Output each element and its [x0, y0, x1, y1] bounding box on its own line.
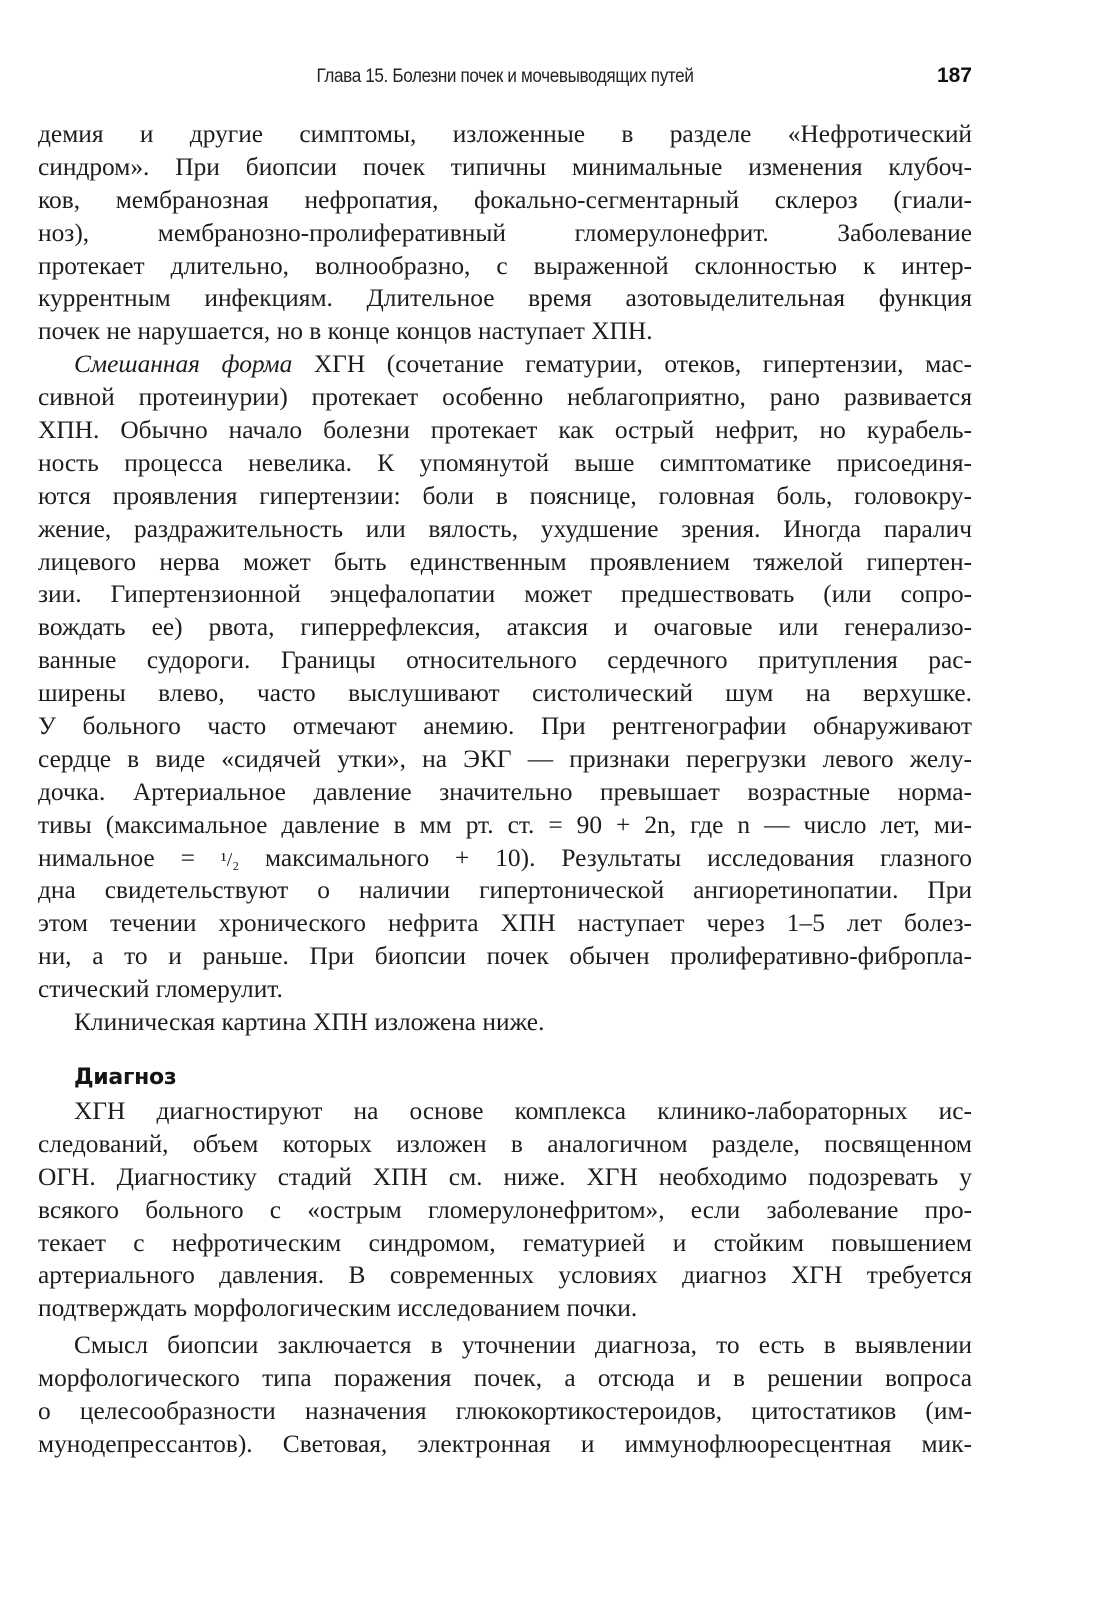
section-diagnosis	[38, 1061, 972, 1461]
text-fragment: нимальное =	[38, 843, 221, 872]
text-line: ХПН. Обычно начало болезни протекает как острый нефрит, но курабель-	[38, 416, 972, 445]
text-line: ни, а то и раньше. При биопсии почек обычен пролиферативно-фибропла-	[38, 942, 972, 971]
text-line: ноз), мембранозно-пролиферативный гломерулонефрит. Заболевание	[38, 218, 972, 247]
text-line: куррентным инфекциям. Длительное время азотовыделительная функция	[38, 284, 972, 313]
text-line: вождать ее) рвота, гиперрефлексия, атаксия и очаговые или генерализо-	[38, 613, 972, 642]
paragraph-mixed-form	[38, 348, 972, 1006]
text-line: ширены влево, часто выслушивают систолический шум на верхушке.	[38, 679, 972, 708]
text-line: Смысл биопсии заключается в уточнении диагноза, то есть в выявлении	[74, 1331, 972, 1360]
body-text	[38, 118, 972, 1461]
text-line: дна свидетельствуют о наличии гипертонической ангиоретинопатии. При	[38, 876, 972, 905]
text-line: демия и другие симптомы, изложенные в разделе «Нефротический	[38, 120, 972, 148]
text-line: всякого больного с «острым гломерулонефритом», если заболевание про-	[38, 1195, 972, 1224]
text-line: подтверждать морфологическим исследованием почки.	[38, 1294, 638, 1323]
fraction-half: ¹/₂	[220, 848, 240, 871]
text-line: лицевого нерва может быть единственным проявлением тяжелой гипертен-	[38, 547, 972, 576]
text-line: о целесообразности назначения глюкокортикостероидов, цитостатиков (им-	[38, 1396, 972, 1425]
text-line: ков, мембранозная нефропатия, фокально-сегментарный склероз (гиали-	[38, 185, 972, 214]
text-fragment: ХГН (сочетание гематурии, отеков, гипертензии, мас-	[292, 350, 972, 379]
page-number: 187	[936, 64, 972, 87]
text-line: Клиническая картина ХПН изложена ниже.	[74, 1008, 545, 1037]
paragraph-nephrotic-continuation	[38, 118, 972, 348]
text-line: синдром». При биопсии почек типичны минимальные изменения клубоч-	[38, 152, 972, 181]
running-header	[38, 66, 972, 96]
text-line: ность процесса невелика. К упомянутой выше симптоматике присоединя-	[38, 448, 972, 477]
text-line: зии. Гипертензионной энцефалопатии может предшествовать (или сопро-	[38, 580, 972, 609]
text-line: текает с нефротическим синдромом, гематурией и стойким повышением	[38, 1228, 972, 1257]
text-line: тивы (максимальное давление в мм рт. ст. = 90 + 2n, где n — число лет, ми-	[38, 810, 972, 839]
text-line: ются проявления гипертензии: боли в пояснице, головная боль, головокру-	[38, 481, 972, 510]
text-line: протекает длительно, волнообразно, с выраженной склонностью к интер-	[38, 251, 972, 280]
text-line: сивной протеинурии) протекает особенно неблагоприятно, рано развивается	[38, 383, 972, 412]
text-line: почек не нарушается, но в конце концов наступает ХПН.	[38, 317, 653, 346]
text-line: следований, объем которых изложен в аналогичном разделе, посвященном	[38, 1129, 972, 1158]
text-line: ванные судороги. Границы относительного сердечного притупления рас-	[38, 646, 972, 675]
paragraph-ckd-reference	[38, 1006, 972, 1039]
text-line: ХГН диагностируют на основе комплекса клинико-лабораторных ис-	[74, 1096, 972, 1125]
text-line: морфологического типа поражения почек, а отсюда и в решении вопроса	[38, 1364, 972, 1393]
text-line: этом течении хронического нефрита ХПН наступает через 1–5 лет болез-	[38, 909, 972, 938]
text-line: мунодепрессантов). Световая, электронная и иммунофлюоресцентная мик-	[38, 1429, 972, 1458]
text-line: жение, раздражительность или вялость, ухудшение зрения. Иногда паралич	[38, 514, 972, 543]
section-heading: Диагноз	[74, 1064, 177, 1090]
text-line	[38, 348, 972, 381]
text-line: стический гломерулит.	[38, 975, 283, 1004]
text-line: сердце в виде «сидячей утки», на ЭКГ — признаки перегрузки левого желу-	[38, 744, 972, 773]
text-line: дочка. Артериальное давление значительно превышает возрастные норма-	[38, 777, 972, 806]
paragraph-diagnosis-basis	[38, 1095, 972, 1325]
text-line	[38, 842, 972, 875]
text-line: артериального давления. В современных условиях диагноз ХГН требуется	[38, 1261, 972, 1290]
text-fragment: максимального + 10). Результаты исследования глазного	[239, 843, 972, 872]
chapter-title: Глава 15. Болезни почек и мочевыводящих путей	[316, 66, 694, 87]
text-line: У больного часто отмечают анемию. При рентгенографии обнаруживают	[38, 712, 972, 741]
italic-term: Смешанная форма	[74, 350, 293, 379]
paragraph-biopsy-purpose	[38, 1329, 972, 1461]
section-spacer	[38, 1039, 972, 1061]
text-line: ОГН. Диагностику стадий ХПН см. ниже. ХГН необходимо подозревать у	[38, 1162, 972, 1191]
